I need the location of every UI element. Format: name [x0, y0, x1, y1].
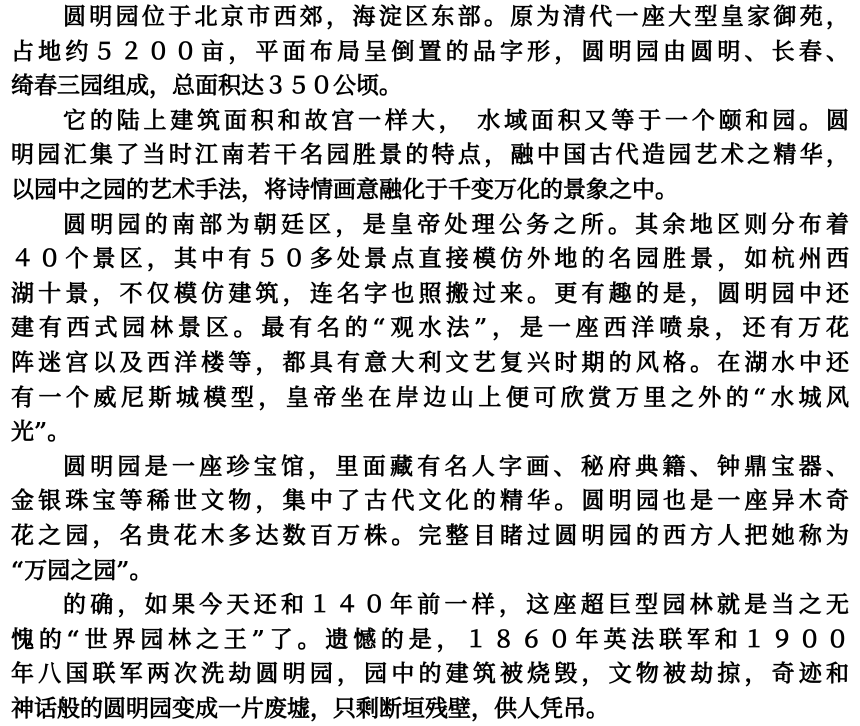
text-line: 圆明园位于北京市西郊，海淀区东部。原为清代一座大型皇家御苑，: [63, 3, 849, 30]
text-line: 花之园，名贵花木多达数百万株。完整目睹过圆明园的西方人把她称为: [11, 521, 849, 549]
paragraph-3: [11, 208, 849, 450]
text-line: 明园汇集了当时江南若干名园胜景的特点，融中国古代造园艺术之精华，: [11, 141, 849, 169]
text-line: 圆明园是一座珍宝馆，里面藏有名人字画、秘府典籍、钟鼎宝器、: [63, 452, 849, 480]
text-line: 光”。: [11, 418, 71, 446]
text-line: 阵迷宫以及西洋楼等，都具有意大利文艺复兴时期的风格。在湖水中还: [11, 348, 849, 376]
text-line: 建有西式园林景区。最有名的“观水法”，是一座西洋喷泉，还有万花: [11, 314, 849, 342]
text-line: 它的陆上建筑面积和故宫一样大， 水域面积又等于一个颐和园。圆: [63, 106, 849, 134]
text-line: 年八国联军两次洗劫圆明园，园中的建筑被烧毁，文物被劫掠，奇迹和: [11, 660, 849, 688]
text-line: 占地约５２００亩，平面布局呈倒置的品字形，圆明园由圆明、长春、: [11, 37, 849, 65]
text-line: 金银珠宝等稀世文物，集中了古代文化的精华。圆明园也是一座异木奇: [11, 487, 849, 515]
paragraph-4: [11, 450, 849, 588]
document-body: [11, 0, 849, 726]
text-line: 绮春三园组成，总面积达３５０公顷。: [11, 72, 402, 100]
text-line: ４０个景区，其中有５０多处景点直接模仿外地的名园胜景，如杭州西: [11, 245, 849, 273]
text-line: 愧的“世界园林之王”了。遗憾的是，１８６０年英法联军和１９００: [11, 625, 849, 653]
paragraph-2: [11, 104, 849, 208]
text-line: 神话般的圆明园变成一片废墟，只剩断垣残壁，供人凭吊。: [11, 694, 609, 722]
text-line: 圆明园的南部为朝廷区，是皇帝处理公务之所。其余地区则分布着: [63, 210, 849, 238]
text-line: “万园之园”。: [11, 556, 153, 584]
paragraph-1: [11, 0, 849, 104]
paragraph-5: [11, 588, 849, 726]
text-line: 以园中之园的艺术手法，将诗情画意融化于千变万化的景象之中。: [11, 175, 678, 203]
text-line: 有一个威尼斯城模型，皇帝坐在岸边山上便可欣赏万里之外的“水城风: [11, 383, 849, 411]
text-line: 的确，如果今天还和１４０年前一样，这座超巨型园林就是当之无: [63, 591, 849, 619]
text-line: 湖十景，不仅模仿建筑，连名字也照搬过来。更有趣的是，圆明园中还: [11, 279, 849, 307]
